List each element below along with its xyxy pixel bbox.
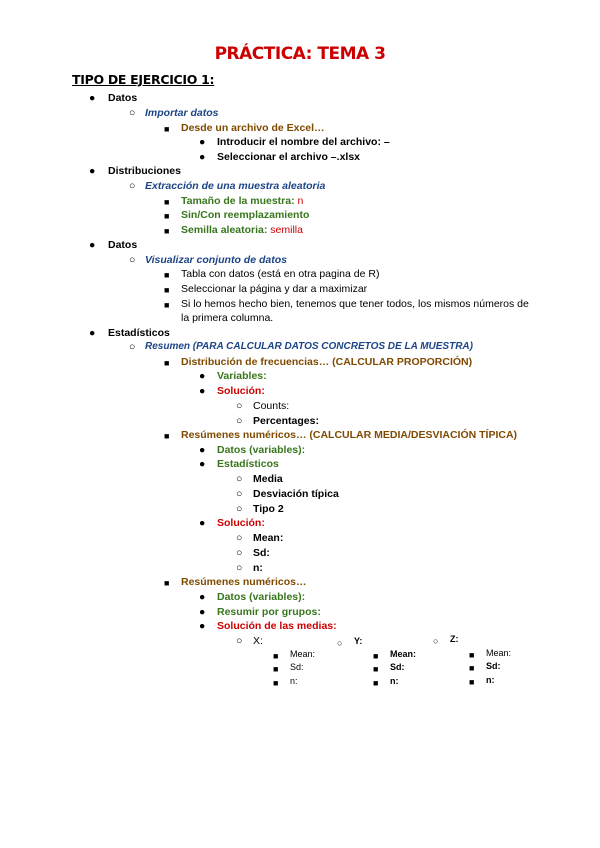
item-estadisticos-sub: Estadísticos xyxy=(217,458,279,470)
disc-bullet: ● xyxy=(89,92,96,104)
item-variables: Variables: xyxy=(217,370,267,382)
column-y-mean: Mean: xyxy=(390,649,417,659)
square-bullet: ■ xyxy=(164,358,170,368)
item-distribuciones: Distribuciones xyxy=(108,165,181,177)
circle-bullet: ○ xyxy=(236,635,243,647)
circle-bullet: ○ xyxy=(129,254,136,266)
square-bullet: ■ xyxy=(164,197,170,207)
item-percentages: Percentages: xyxy=(253,415,319,427)
item-semilla-aleatoria: Semilla aleatoria: semilla xyxy=(181,224,303,236)
document-title: PRÁCTICA: TEMA 3 xyxy=(214,44,386,64)
item-tamano-muestra: Tamaño de la muestra: n xyxy=(181,195,304,207)
circle-bullet: ○ xyxy=(236,415,243,427)
item-tabla-datos: Tabla con datos (está en otra pagina de R) xyxy=(181,268,380,280)
item-solucion-medias: Solución de las medias: xyxy=(217,620,337,632)
item-resumenes-numericos-1: Resúmenes numéricos… (CALCULAR MEDIA/DESVIACIÓN TÍPICA) xyxy=(181,429,518,441)
circle-bullet: ○ xyxy=(129,107,136,119)
item-desviacion-tipica: Desviación típica xyxy=(253,488,339,500)
column-y-sd: Sd: xyxy=(390,662,405,672)
item-si-lo-hemos-hecho: Si lo hemos hecho bien, tenemos que tener todos, los mismos números de xyxy=(181,298,529,310)
circle-bullet: ○ xyxy=(129,180,136,192)
item-n: n: xyxy=(253,562,263,574)
item-solucion: Solución: xyxy=(217,385,265,397)
square-bullet: ■ xyxy=(373,664,379,674)
item-datos-variables-2: Datos (variables): xyxy=(217,591,306,603)
column-x-sd: Sd: xyxy=(290,662,304,672)
circle-bullet: ○ xyxy=(129,341,136,353)
disc-bullet: ● xyxy=(199,444,206,456)
square-bullet: ■ xyxy=(273,678,279,688)
circle-bullet: ○ xyxy=(236,488,243,500)
square-bullet: ■ xyxy=(164,124,170,134)
item-introducir-nombre: Introducir el nombre del archivo: – xyxy=(217,136,390,148)
square-bullet: ■ xyxy=(273,664,279,674)
item-datos: Datos xyxy=(108,92,138,104)
item-mean: Mean: xyxy=(253,532,284,544)
item-counts: Counts: xyxy=(253,400,290,412)
disc-bullet: ● xyxy=(199,620,206,632)
square-bullet: ■ xyxy=(164,578,170,588)
circle-bullet: ○ xyxy=(236,503,243,515)
circle-bullet: ○ xyxy=(236,532,243,544)
item-tipo-2: Tipo 2 xyxy=(253,503,284,515)
disc-bullet: ● xyxy=(199,385,206,397)
column-x-label: X: xyxy=(253,635,263,647)
disc-bullet: ● xyxy=(199,370,206,382)
disc-bullet: ● xyxy=(199,151,206,163)
disc-bullet: ● xyxy=(199,517,206,529)
column-x-mean: Mean: xyxy=(290,649,316,659)
item-datos-2: Datos xyxy=(108,239,138,251)
item-sin-con-reemplazamiento: Sin/Con reemplazamiento xyxy=(181,209,310,221)
disc-bullet: ● xyxy=(199,591,206,603)
item-estadisticos: Estadísticos xyxy=(108,327,170,339)
disc-bullet: ● xyxy=(89,327,96,339)
square-bullet: ■ xyxy=(164,226,170,236)
item-media: Media xyxy=(253,473,283,485)
item-distribucion-frecuencias: Distribución de frecuencias… (CALCULAR PROPORCIÓN) xyxy=(181,356,473,368)
column-z-n: n: xyxy=(486,675,495,685)
disc-bullet: ● xyxy=(89,239,96,251)
disc-bullet: ● xyxy=(199,606,206,618)
square-bullet: ■ xyxy=(164,211,170,221)
column-y-n: n: xyxy=(390,676,399,686)
circle-bullet: ○ xyxy=(236,400,243,412)
column-z-mean: Mean: xyxy=(486,648,512,658)
square-bullet: ■ xyxy=(469,663,475,673)
item-si-lo-hemos-hecho-cont: la primera columna. xyxy=(181,312,274,324)
column-z-sd: Sd: xyxy=(486,661,501,671)
disc-bullet: ● xyxy=(199,136,206,148)
circle-bullet: ○ xyxy=(337,638,343,648)
item-datos-variables: Datos (variables): xyxy=(217,444,306,456)
item-visualizar-conjunto: Visualizar conjunto de datos xyxy=(145,254,287,266)
circle-bullet: ○ xyxy=(433,636,439,646)
square-bullet: ■ xyxy=(164,300,170,310)
item-seleccionar-archivo: Seleccionar el archivo –.xlsx xyxy=(217,151,361,163)
column-y-label: Y: xyxy=(354,636,363,646)
section-heading: TIPO DE EJERCICIO 1: xyxy=(72,72,215,87)
disc-bullet: ● xyxy=(89,165,96,177)
square-bullet: ■ xyxy=(373,651,379,661)
circle-bullet: ○ xyxy=(236,562,243,574)
square-bullet: ■ xyxy=(469,650,475,660)
item-resumen: Resumen (PARA CALCULAR DATOS CONCRETOS DE LA MUESTRA) xyxy=(145,341,473,352)
square-bullet: ■ xyxy=(469,677,475,687)
square-bullet: ■ xyxy=(164,270,170,280)
column-x-n: n: xyxy=(290,676,298,686)
column-z-label: Z: xyxy=(450,634,459,644)
item-seleccionar-pagina: Seleccionar la página y dar a maximizar xyxy=(181,283,368,295)
item-desde-excel: Desde un archivo de Excel… xyxy=(181,122,325,134)
item-extraccion-muestra: Extracción de una muestra aleatoria xyxy=(145,180,326,192)
item-importar-datos: Importar datos xyxy=(145,107,219,119)
circle-bullet: ○ xyxy=(236,547,243,559)
disc-bullet: ● xyxy=(199,458,206,470)
item-resumenes-numericos-2: Resúmenes numéricos… xyxy=(181,576,307,588)
item-sd: Sd: xyxy=(253,547,270,559)
square-bullet: ■ xyxy=(373,678,379,688)
circle-bullet: ○ xyxy=(236,473,243,485)
square-bullet: ■ xyxy=(273,651,279,661)
square-bullet: ■ xyxy=(164,431,170,441)
item-resumir-grupos: Resumir por grupos: xyxy=(217,606,321,618)
square-bullet: ■ xyxy=(164,285,170,295)
item-solucion-2: Solución: xyxy=(217,517,265,529)
